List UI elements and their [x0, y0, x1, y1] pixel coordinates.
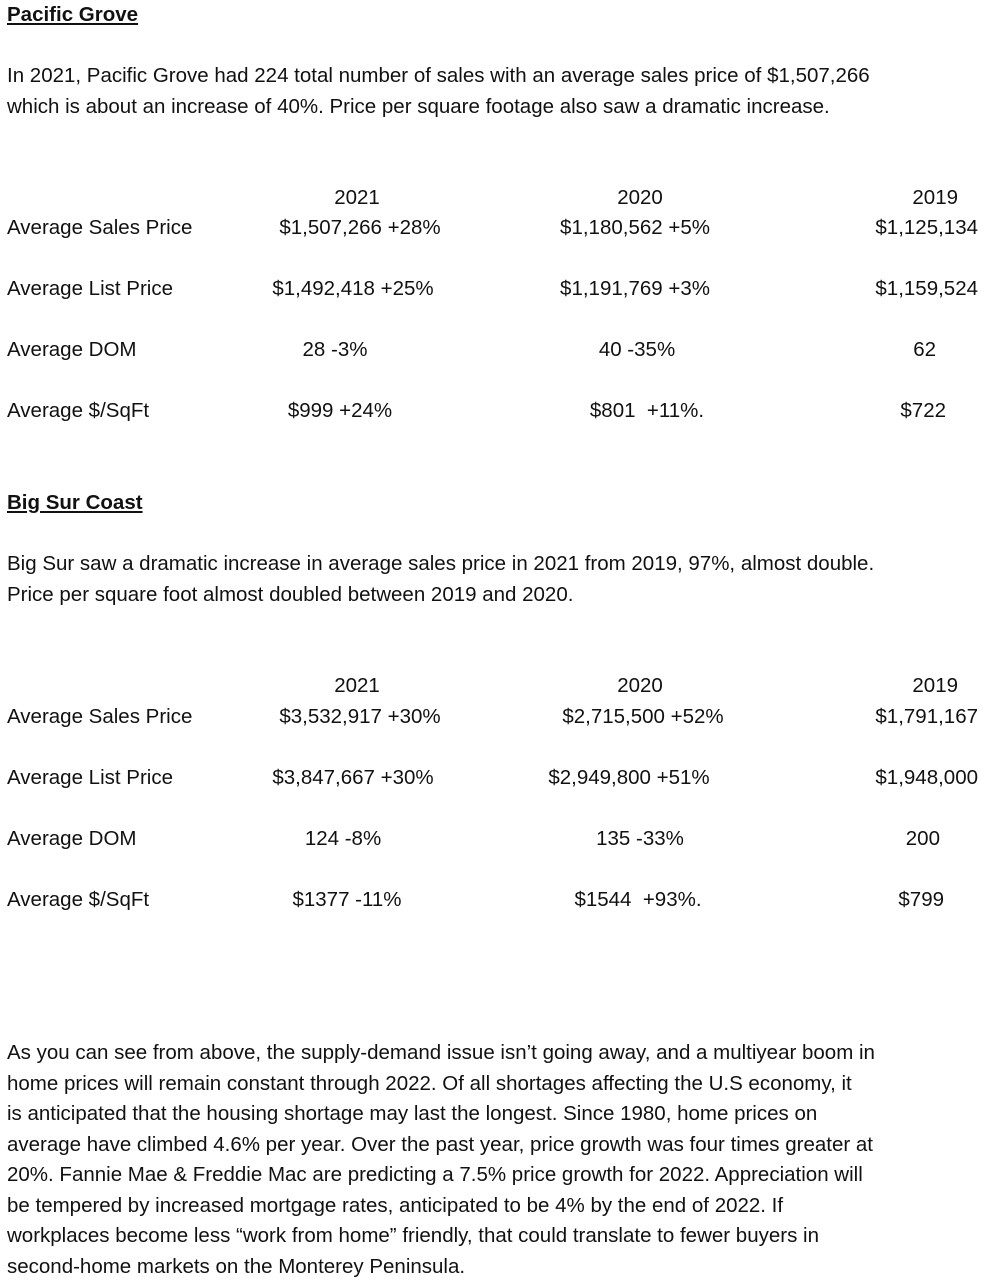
row-label: Average $/SqFt — [7, 399, 150, 422]
paragraph-line: second-home markets on the Monterey Peninsula. — [7, 1254, 466, 1278]
value-2020: $1,180,562 +5% — [560, 216, 710, 239]
value-2021: $3,532,917 +30% — [279, 705, 441, 728]
paragraph-line: Big Sur saw a dramatic increase in average sales price in 2021 from 2019, 97%, almost double. — [7, 552, 875, 575]
value-2020: 40 -35% — [598, 338, 676, 361]
value-2019: $1,791,167 — [875, 705, 978, 728]
paragraph-line: home prices will remain constant through 2022. Of all shortages affecting the U.S economy, it — [7, 1071, 852, 1095]
row-label: Average Sales Price — [7, 216, 193, 239]
value-2021: 28 -3% — [302, 338, 368, 361]
value-2020: $1,191,769 +3% — [560, 277, 710, 300]
section-heading-pacific-grove: Pacific Grove — [7, 3, 139, 26]
value-2021: $999 +24% — [287, 399, 393, 422]
value-2020: $2,715,500 +52% — [562, 705, 724, 728]
value-2020: $801 +11%. — [589, 399, 705, 422]
year-header-row — [0, 183, 984, 213]
table-row — [0, 396, 984, 426]
paragraph-line: Price per square foot almost doubled between 2019 and 2020. — [7, 582, 574, 606]
big-sur-summary — [7, 549, 982, 610]
value-2019: $799 — [898, 888, 944, 911]
row-label: Average List Price — [7, 766, 173, 789]
value-2019: $722 — [900, 399, 946, 422]
value-2021: $3,847,667 +30% — [272, 766, 434, 789]
value-2019: 62 — [913, 338, 936, 361]
value-2021: 124 -8% — [304, 827, 382, 850]
year-header: 2019 — [912, 674, 958, 697]
paragraph-line: workplaces become less “work from home” friendly, that could translate to fewer buyers in — [7, 1224, 819, 1247]
year-header: 2020 — [617, 186, 663, 209]
row-label: Average List Price — [7, 277, 173, 300]
table-row — [0, 335, 984, 365]
value-2019: 200 — [905, 827, 940, 850]
table-row — [0, 213, 984, 243]
year-header: 2019 — [912, 186, 958, 209]
value-2019: $1,948,000 — [875, 766, 978, 789]
table-row — [0, 824, 984, 854]
row-label: Average $/SqFt — [7, 888, 150, 911]
pacific-grove-summary — [7, 61, 982, 122]
table-row — [0, 885, 984, 915]
row-label: Average Sales Price — [7, 705, 193, 728]
row-label: Average DOM — [7, 338, 137, 361]
year-header: 2021 — [334, 186, 380, 209]
year-header: 2021 — [334, 674, 380, 697]
value-2019: $1,125,134 — [875, 216, 978, 239]
year-header: 2020 — [617, 674, 663, 697]
table-row — [0, 702, 984, 732]
year-header-row — [0, 671, 984, 701]
section-heading-big-sur-coast: Big Sur Coast — [7, 491, 143, 514]
value-2020: $2,949,800 +51% — [548, 766, 710, 789]
table-row — [0, 763, 984, 793]
paragraph-line: In 2021, Pacific Grove had 224 total number of sales with an average sales price of $1,507,266 — [7, 64, 870, 87]
paragraph-line: average have climbed 4.6% per year. Over the past year, price growth was four times greater at — [7, 1132, 873, 1156]
value-2020: 135 -33% — [596, 827, 684, 850]
value-2020: $1544 +93%. — [574, 888, 702, 911]
paragraph-line: 20%. Fannie Mae & Freddie Mac are predicting a 7.5% price growth for 2022. Appreciation will — [7, 1163, 863, 1186]
value-2019: $1,159,524 — [875, 277, 978, 300]
market-outlook-paragraph — [7, 1038, 982, 1282]
table-row — [0, 274, 984, 304]
value-2021: $1,507,266 +28% — [279, 216, 441, 239]
paragraph-line: As you can see from above, the supply-demand issue isn’t going away, and a multiyear boom in — [7, 1041, 875, 1064]
paragraph-line: is anticipated that the housing shortage may last the longest. Since 1980, home prices on — [7, 1102, 818, 1125]
row-label: Average DOM — [7, 827, 137, 850]
value-2021: $1377 -11% — [292, 888, 402, 911]
value-2021: $1,492,418 +25% — [272, 277, 434, 300]
paragraph-line: be tempered by increased mortgage rates, anticipated to be 4% by the end of 2022. If — [7, 1193, 784, 1217]
paragraph-line: which is about an increase of 40%. Price per square footage also saw a dramatic increase. — [7, 94, 830, 118]
